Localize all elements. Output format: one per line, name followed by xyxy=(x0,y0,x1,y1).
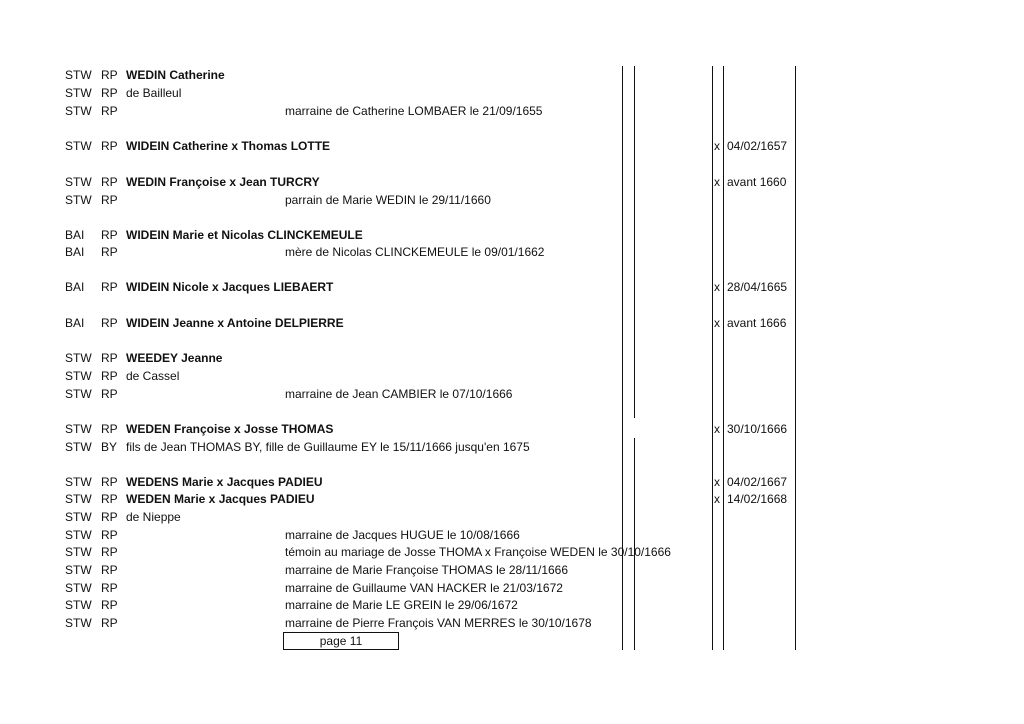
site-code: STW xyxy=(65,387,92,401)
record-row xyxy=(0,367,1024,385)
record-row xyxy=(0,614,1024,632)
date-value: 28/04/1665 xyxy=(727,280,788,294)
date-value: avant 1660 xyxy=(727,175,787,189)
person-name: WEDIN Catherine xyxy=(126,68,225,82)
note-text: marraine de Guillaume VAN HACKER le 21/03/1672 xyxy=(285,581,563,595)
marriage-mark: x xyxy=(714,139,720,153)
person-name: WIDEIN Catherine x Thomas LOTTE xyxy=(126,139,331,153)
record-row xyxy=(0,385,1024,403)
site-code: STW xyxy=(65,492,92,506)
record-type: RP xyxy=(101,68,118,82)
marriage-mark: x xyxy=(714,316,720,330)
record-type: RP xyxy=(101,475,118,489)
note-text: fils de Jean THOMAS BY, fille de Guillaume EY le 15/11/1666 jusqu'en 1675 xyxy=(126,440,530,454)
page-number: page 11 xyxy=(283,632,399,650)
note-text: témoin au mariage de Josse THOMA x Françoise WEDEN le 30/10/1666 xyxy=(285,545,671,559)
record-type: RP xyxy=(101,351,118,365)
site-code: STW xyxy=(65,598,92,612)
record-row xyxy=(0,314,1024,332)
note-text: mère de Nicolas CLINCKEMEULE le 09/01/1662 xyxy=(285,245,545,259)
record-type: RP xyxy=(101,228,118,242)
record-type: RP xyxy=(101,245,118,259)
record-row xyxy=(0,543,1024,561)
record-row xyxy=(0,561,1024,579)
note-text: parrain de Marie WEDIN le 29/11/1660 xyxy=(285,193,491,207)
record-row xyxy=(0,84,1024,102)
record-type: RP xyxy=(101,581,118,595)
record-type: RP xyxy=(101,387,118,401)
date-value: 04/02/1667 xyxy=(727,475,788,489)
site-code: STW xyxy=(65,528,92,542)
record-row xyxy=(0,579,1024,597)
record-type: RP xyxy=(101,139,118,153)
person-name: WIDEIN Jeanne x Antoine DELPIERRE xyxy=(126,316,344,330)
record-row xyxy=(0,278,1024,296)
date-value: 04/02/1657 xyxy=(727,139,788,153)
site-code: BAI xyxy=(65,316,85,330)
record-row xyxy=(0,349,1024,367)
note-text: marraine de Marie LE GREIN le 29/06/1672 xyxy=(285,598,518,612)
record-row xyxy=(0,473,1024,491)
site-code: STW xyxy=(65,475,92,489)
site-code: STW xyxy=(65,351,92,365)
record-type: RP xyxy=(101,492,118,506)
date-value: avant 1666 xyxy=(727,316,787,330)
note-text: marraine de Marie Françoise THOMAS le 28/11/1666 xyxy=(285,563,569,577)
site-code: STW xyxy=(65,422,92,436)
origin-text: de Cassel xyxy=(126,369,180,383)
site-code: BAI xyxy=(65,280,85,294)
record-row xyxy=(0,438,1024,456)
record-type: RP xyxy=(101,545,118,559)
record-row xyxy=(0,66,1024,84)
marriage-mark: x xyxy=(714,422,720,436)
site-code: STW xyxy=(65,369,92,383)
marriage-mark: x xyxy=(714,280,720,294)
person-name: WIDEIN Marie et Nicolas CLINCKEMEULE xyxy=(126,228,363,242)
site-code: STW xyxy=(65,68,92,82)
record-type: RP xyxy=(101,86,118,100)
site-code: STW xyxy=(65,86,92,100)
person-name: WEDIN Françoise x Jean TURCRY xyxy=(126,175,320,189)
site-code: STW xyxy=(65,545,92,559)
record-row xyxy=(0,226,1024,244)
record-type: RP xyxy=(101,316,118,330)
record-row xyxy=(0,596,1024,614)
marriage-mark: x xyxy=(714,175,720,189)
record-row xyxy=(0,508,1024,526)
site-code: STW xyxy=(65,563,92,577)
record-type: RP xyxy=(101,528,118,542)
record-row xyxy=(0,243,1024,261)
person-name: WIDEIN Nicole x Jacques LIEBAERT xyxy=(126,280,334,294)
record-type: RP xyxy=(101,104,118,118)
record-type: RP xyxy=(101,422,118,436)
note-text: marraine de Pierre François VAN MERRES le 30/10/1678 xyxy=(285,616,592,630)
note-text: marraine de Catherine LOMBAER le 21/09/1655 xyxy=(285,104,543,118)
site-code: BAI xyxy=(65,228,85,242)
site-code: STW xyxy=(65,193,92,207)
record-type: RP xyxy=(101,563,118,577)
date-value: 30/10/1666 xyxy=(727,422,788,436)
person-name: WEDEN Marie x Jacques PADIEU xyxy=(126,492,315,506)
origin-text: de Bailleul xyxy=(126,86,182,100)
record-row xyxy=(0,173,1024,191)
record-type: RP xyxy=(101,280,118,294)
note-text: marraine de Jean CAMBIER le 07/10/1666 xyxy=(285,387,513,401)
record-type: RP xyxy=(101,510,118,524)
record-type: RP xyxy=(101,598,118,612)
marriage-mark: x xyxy=(714,475,720,489)
origin-text: de Nieppe xyxy=(126,510,181,524)
marriage-mark: x xyxy=(714,492,720,506)
record-type: RP xyxy=(101,175,118,189)
site-code: BAI xyxy=(65,245,85,259)
record-type: RP xyxy=(101,193,118,207)
person-name: WEDENS Marie x Jacques PADIEU xyxy=(126,475,323,489)
record-type: RP xyxy=(101,616,118,630)
date-value: 14/02/1668 xyxy=(727,492,788,506)
record-type: RP xyxy=(101,369,118,383)
record-type: BY xyxy=(101,440,118,454)
record-row xyxy=(0,137,1024,155)
record-row xyxy=(0,191,1024,209)
site-code: STW xyxy=(65,175,92,189)
record-row xyxy=(0,526,1024,544)
note-text: marraine de Jacques HUGUE le 10/08/1666 xyxy=(285,528,520,542)
site-code: STW xyxy=(65,616,92,630)
person-name: WEDEN Françoise x Josse THOMAS xyxy=(126,422,334,436)
record-row xyxy=(0,490,1024,508)
record-row xyxy=(0,420,1024,438)
site-code: STW xyxy=(65,440,92,454)
site-code: STW xyxy=(65,581,92,595)
site-code: STW xyxy=(65,104,92,118)
site-code: STW xyxy=(65,510,92,524)
site-code: STW xyxy=(65,139,92,153)
person-name: WEEDEY Jeanne xyxy=(126,351,223,365)
record-row xyxy=(0,102,1024,120)
